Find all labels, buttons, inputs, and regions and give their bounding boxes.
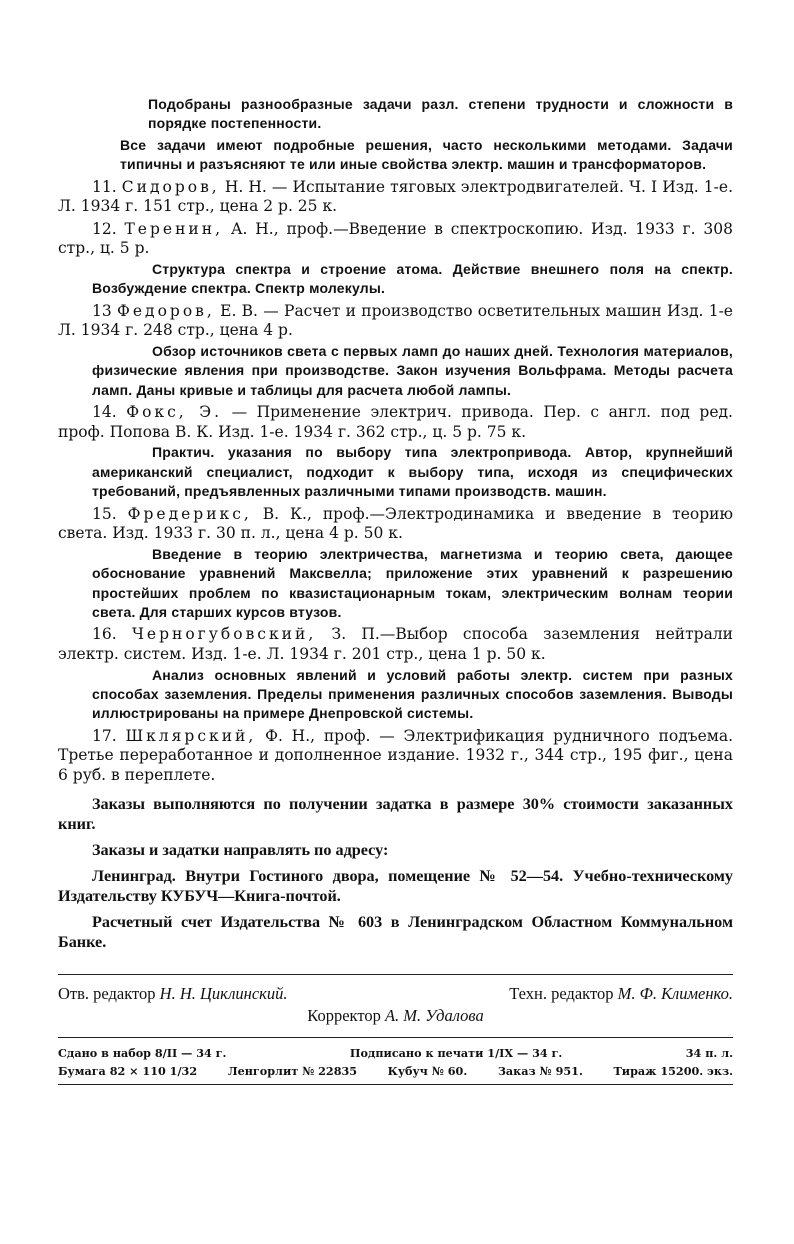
entry-number: 14. xyxy=(92,403,117,422)
responsible-editor-label: Отв. редактор xyxy=(58,983,156,1003)
divider xyxy=(58,1037,733,1038)
notice-address: Ленинград. Внутри Гостиного двора, помещение № 52—54. Учебно-техническому Издательству КУБУЧ—Книга-почтой. xyxy=(58,866,733,905)
entry-details: Е. В. — Расчет и производство осветительных машин Изд. 1-е Л. 1934 г. 248 стр., цена 4 р. xyxy=(58,301,733,340)
imprint-sheets: 34 п. л. xyxy=(685,1045,733,1060)
imprint-paper: Бумага 82 × 110 1/32 xyxy=(58,1063,198,1078)
entry-number: 17. xyxy=(92,726,117,745)
technical-editor-name: М. Ф. Клименко. xyxy=(617,983,733,1003)
entry-details: В. К., проф.—Электродинамика и введение в теорию света. Изд. 1933 г. 30 п. л., цена 4 р. 50 к. xyxy=(58,504,733,543)
catalog-entry xyxy=(58,403,733,442)
entry-annotation: Анализ основных явлений и условий работы электр. систем при разных способах заземления. Пределы применения различных способов заземления. Выводы иллюстрированы на примере Днепровской системы. xyxy=(92,666,733,722)
catalog-entry xyxy=(58,505,733,544)
entry-number: 11. xyxy=(92,177,117,196)
entry-details: З. П.—Выбор способа заземления нейтрали электр. систем. Изд. 1-е. Л. 1934 г. 201 стр., цена 1 р. 50 к. xyxy=(58,625,733,664)
entry-author: Федоров, xyxy=(117,301,215,320)
divider xyxy=(58,974,733,975)
entry-details: Ф. Н., проф. — Электрификация рудничного подъема. Третье переработанное и дополненное издание. 1932 г., 344 стр., 195 фиг., цена 6 руб. в переплете. xyxy=(58,726,733,785)
entry-annotation: Обзор источников света с первых ламп до наших дней. Технология материалов, физические явления при производстве. Закон изучения Вольфрама. Методы расчета ламп. Даны кривые и таблицы для расчета любой лампы. xyxy=(92,343,733,398)
imprint-censor: Ленгорлит № 22835 xyxy=(227,1063,358,1078)
entry-number: 13 xyxy=(92,301,112,320)
entry-number: 12. xyxy=(92,219,117,238)
notice-address-heading: Заказы и задатки направлять по адресу: xyxy=(92,840,389,859)
imprint-print-date: Подписано к печати 1/IX — 34 г. xyxy=(349,1045,563,1060)
imprint-print-run: Тираж 15200. экз. xyxy=(613,1063,733,1078)
proofreader xyxy=(58,1005,733,1027)
credits-block xyxy=(58,983,733,1027)
divider xyxy=(58,1084,733,1085)
entry-annotation: Практич. указания по выбору типа электропривода. Автор, крупнейший американский специалист, подходит к выбору типа, исходя из специфических требований, предъявленных различными типами производств. машин. xyxy=(92,444,733,500)
catalog-entry xyxy=(58,727,733,786)
entry-details: — Применение электрич. привода. Пер. с англ. под ред. проф. Попова В. К. Изд. 1-е. 1934 г. 362 стр., ц. 5 р. 75 к. xyxy=(58,403,733,441)
entry-author: Фредерикс, xyxy=(127,504,252,523)
annotation-intro-2: Все задачи имеют подробные решения, часто несколькими методами. Задачи типичны и разъясняют те или иные свойства электр. машин и трансформаторов. xyxy=(120,136,733,173)
entry-details: Н. Н. — Испытание тяговых электродвигателей. Ч. I Изд. 1-е. Л. 1934 г. 151 стр., цена 2 р. 25 к. xyxy=(58,177,733,216)
entry-details: А. Н., проф.—Введение в спектроскопию. Изд. 1933 г. 308 стр., ц. 5 р. xyxy=(58,219,733,258)
responsible-editor-name: Н. Н. Циклинский. xyxy=(159,983,288,1003)
imprint-order: Заказ № 951. xyxy=(497,1063,583,1078)
notice-bank-account: Расчетный счет Издательства № 603 в Ленинградском Областном Коммунальном Банке. xyxy=(58,912,733,951)
imprint-block xyxy=(58,1044,733,1080)
proofreader-label: Корректор xyxy=(307,1005,381,1025)
entry-number: 15. xyxy=(92,504,117,523)
annotation-intro-1: Подобраны разнообразные задачи разл. степени трудности и сложности в порядке постепенности. xyxy=(148,96,733,132)
entry-annotation: Структура спектра и строение атома. Действие внешнего поля на спектр. Возбуждение спектра. Спектр молекулы. xyxy=(92,261,733,297)
responsible-editor xyxy=(58,983,288,1005)
entry-author: Теренин, xyxy=(124,219,223,238)
imprint-kubuch: Кубуч № 60. xyxy=(387,1063,468,1078)
notice-advance-payment: Заказы выполняются по получении задатка в размере 30% стоимости заказанных книг. xyxy=(58,794,733,833)
technical-editor-label: Техн. редактор xyxy=(509,983,614,1003)
technical-editor xyxy=(509,983,733,1005)
imprint-typeset-date: Сдано в набор 8/II — 34 г. xyxy=(58,1045,227,1060)
entry-author: Сидоров, xyxy=(121,177,220,196)
entry-number: 16. xyxy=(92,625,117,644)
entry-author: Черногубовский, xyxy=(131,625,317,644)
catalog-entry xyxy=(58,625,733,664)
catalog-page xyxy=(58,95,733,1085)
entry-author: Шклярский, xyxy=(125,726,257,745)
entry-annotation: Введение в теорию электричества, магнетизма и теорию света, дающее обоснование уравнений Максвелла; приложение этих уравнений к разрешению простейших проблем по квазистационарным токам, электрическим волнам теории света. Для старших курсов втузов. xyxy=(92,545,733,621)
proofreader-name: А. М. Удалова xyxy=(384,1005,484,1025)
catalog-entry xyxy=(58,178,733,217)
catalog-entry xyxy=(58,302,733,341)
entry-author: Фокс, Э. xyxy=(126,403,223,422)
catalog-entry xyxy=(58,220,733,259)
